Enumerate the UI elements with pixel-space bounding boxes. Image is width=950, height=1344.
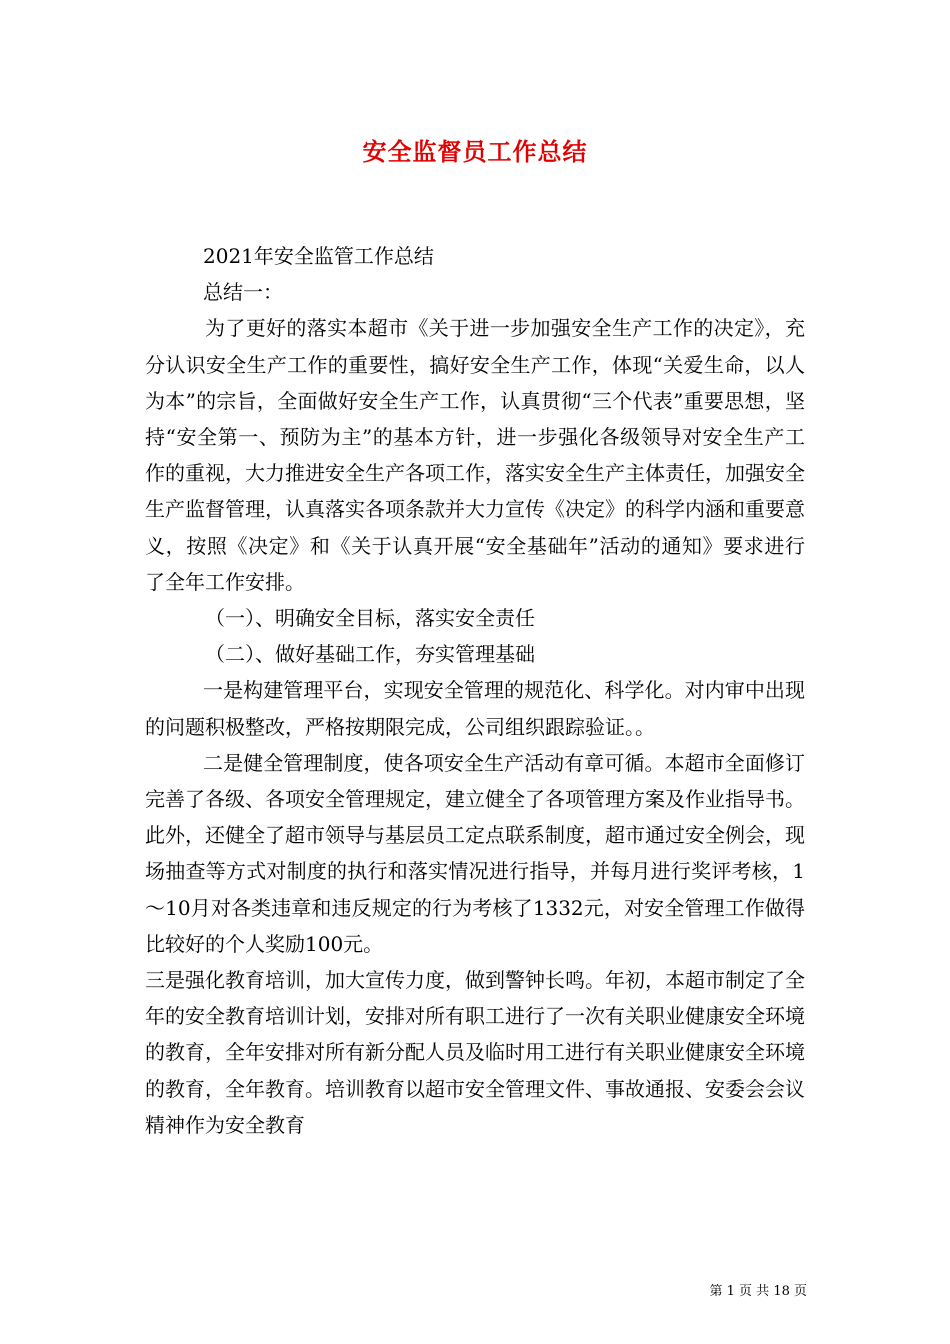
document-subtitle: 2021年安全监管工作总结 bbox=[203, 244, 434, 268]
section-label: 总结一： bbox=[203, 280, 283, 305]
document-body bbox=[145, 238, 805, 1143]
page-footer: 第 1 页 共 18 页 bbox=[709, 1284, 807, 1299]
list-item-foundation: （二）、做好基础工作，夯实管理基础 bbox=[205, 642, 535, 667]
paragraph-intro: 为了更好的落实本超市《关于进一步加强安全生产工作的决定》，充分认识安全生产工作的重要性，搞好安全生产工作，体现“关爱生命，以人为本”的宗旨，全面做好安全生产工作，认真贯彻“三个代表”重要思想，坚持“安全第一、预防为主”的基本方针，进一步强化各级领导对安全生产工作的重视，大力推进安全生产各项工作，落实安全生产主体责任，加强安全生产监督管理，认真落实各项条款并大力宣传《决定》的科学内涵和重要意义，按照《决定》和《关于认真开展“安全基础年”活动的通知》要求进行了全年工作安排。 bbox=[145, 316, 805, 594]
list-item-goals: （一）、明确安全目标，落实安全责任 bbox=[205, 606, 535, 631]
paragraph-platform: 一是构建管理平台，实现安全管理的规范化、科学化。对内审中出现的问题积极整改，严格按期限完成，公司组织跟踪验证。。 bbox=[145, 678, 805, 739]
paragraph-training: 三是强化教育培训，加大宣传力度，做到警钟长鸣。年初，本超市制定了全年的安全教育培训计划，安排对所有职工进行了一次有关职业健康安全环境的教育，全年安排对所有新分配人员及临时用工进行有关职业健康安全环境的教育，全年教育。培训教育以超市安全管理文件、事故通报、安委会会议精神作为安全教育 bbox=[145, 968, 805, 1137]
document-title: 安全监督员工作总结 bbox=[362, 137, 588, 166]
paragraph-system: 二是健全管理制度，使各项安全生产活动有章可循。本超市全面修订完善了各级、各项安全管理规定，建立健全了各项管理方案及作业指导书。此外，还健全了超市领导与基层员工定点联系制度，超市通过安全例会，现场抽查等方式对制度的执行和落实情况进行指导，并每月进行奖评考核，1～10月对各类违章和违反规定的行为考核了1332元，对安全管理工作做得比较好的个人奖励100元。 bbox=[145, 750, 805, 956]
